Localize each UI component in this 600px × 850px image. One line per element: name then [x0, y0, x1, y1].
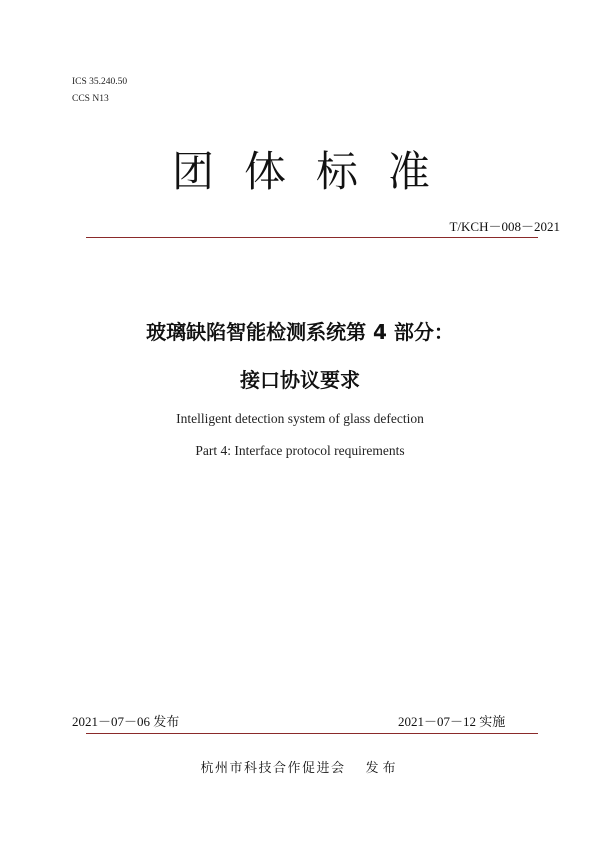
english-title-line-1: Intelligent detection system of glass defection	[176, 411, 424, 426]
classification-codes	[72, 74, 127, 108]
standard-type-title: 团体标准	[171, 147, 460, 196]
publisher-action: 发布	[365, 761, 400, 776]
implementation-date: 2021－07－12 实施	[398, 714, 506, 729]
issue-date: 2021－07－06 发布	[72, 714, 180, 729]
bottom-divider	[86, 733, 538, 734]
top-divider	[86, 237, 538, 238]
publisher-name: 杭州市科技合作促进会	[200, 761, 346, 776]
chinese-title-line-1: 玻璃缺陷智能检测系统第 4 部分：	[146, 320, 454, 344]
ics-code: ICS 35.240.50	[72, 77, 128, 87]
standard-number: T/KCH－008－2021	[449, 219, 560, 234]
english-title-line-2: Part 4: Interface protocol requirements	[195, 443, 405, 458]
ccs-code: CCS N13	[72, 94, 109, 104]
chinese-title-line-2: 接口协议要求	[240, 368, 360, 392]
publisher-line	[0, 760, 600, 778]
